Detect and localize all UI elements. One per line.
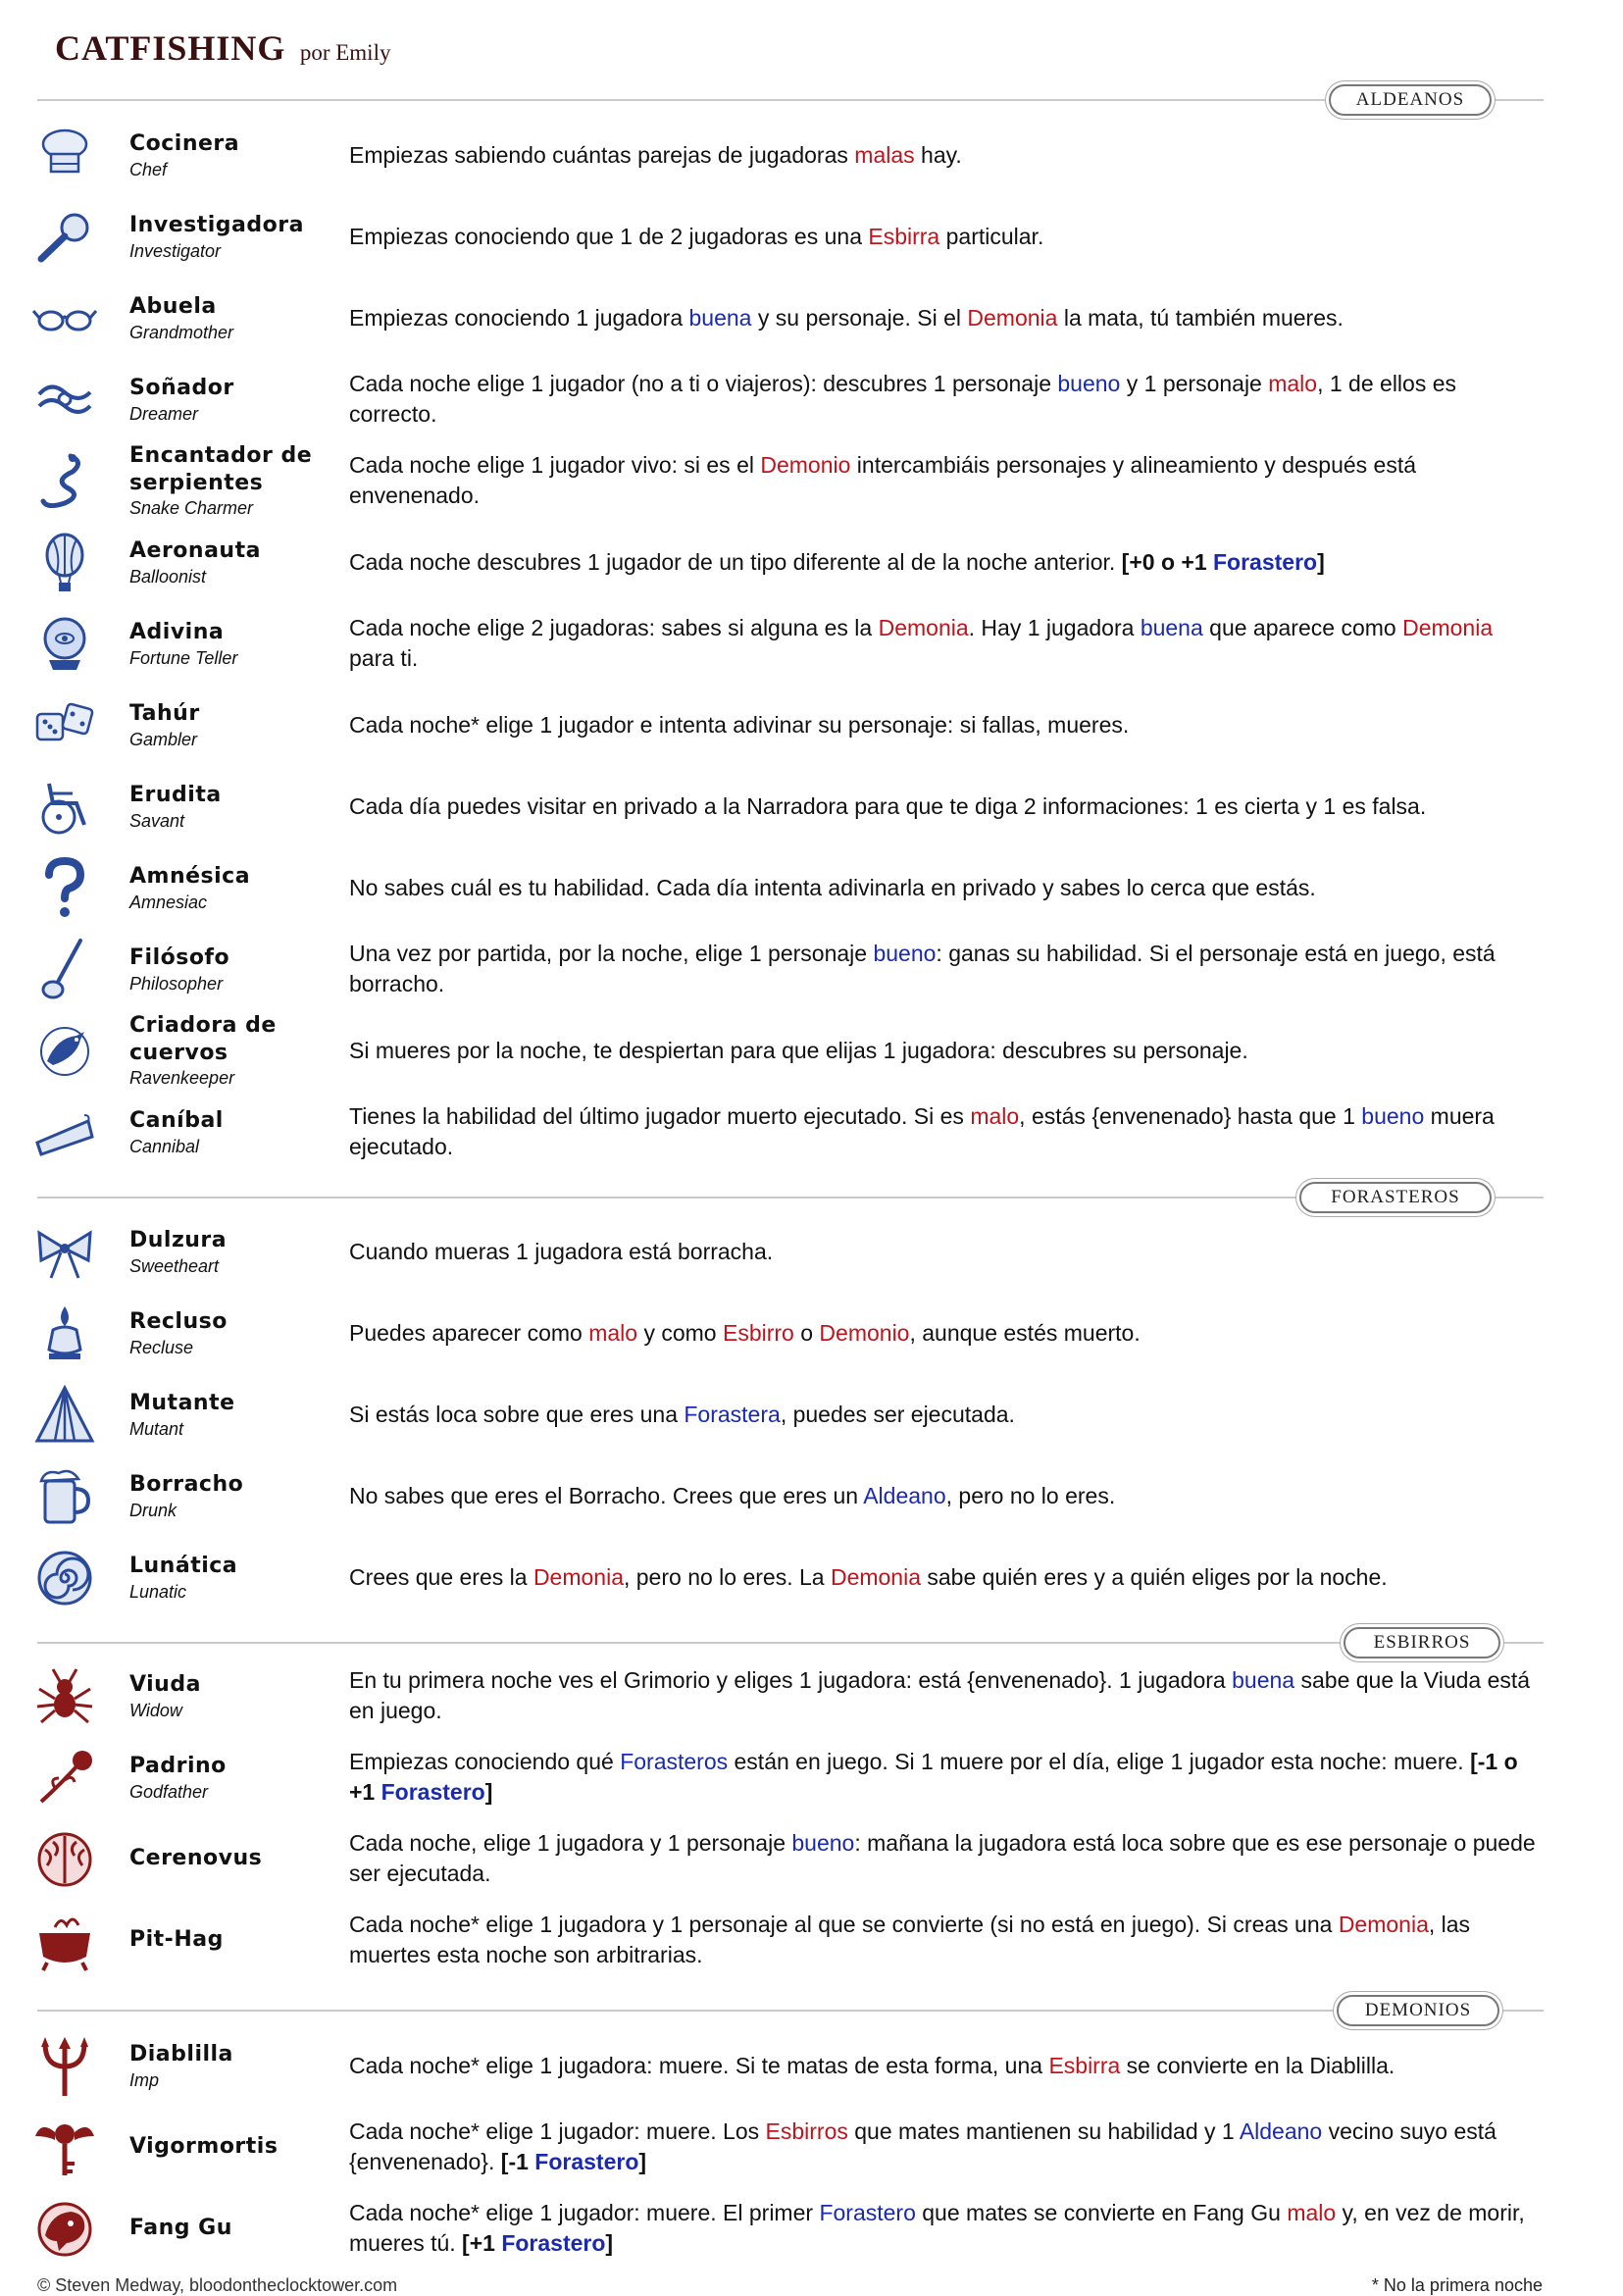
- role-ability: [349, 1374, 1541, 1454]
- ability-text: se convierte en la Diablilla.: [1120, 2052, 1395, 2078]
- ability-text: o: [793, 1319, 820, 1346]
- ability-text: Cuando mueras 1 jugadora está borracha.: [349, 1238, 774, 1264]
- beer-mug-icon: [31, 1463, 98, 1530]
- ability-text: y como: [637, 1319, 723, 1346]
- role-name: Tahúr: [129, 701, 200, 726]
- ability-text: Tienes la habilidad del último jugador muerto ejecutado. Si es: [349, 1103, 971, 1129]
- ability-text: Aldeano: [1239, 2118, 1323, 2144]
- tent-icon: [31, 1382, 98, 1449]
- script-author: por Emily: [299, 40, 391, 65]
- role-ability: [349, 1092, 1541, 1172]
- ability-text: buena: [1140, 615, 1203, 640]
- role-ability: [349, 766, 1541, 846]
- ability-text: Cada noche* elige 1 jugador: muere. El primer: [349, 2200, 820, 2225]
- ability-text: Puedes aparecer como: [349, 1319, 589, 1346]
- role-row: [0, 1737, 1623, 1817]
- dice-icon: [31, 692, 98, 759]
- role-subtitle: Savant: [129, 811, 185, 831]
- role-row: [0, 278, 1623, 358]
- role-subtitle: Chef: [129, 160, 168, 179]
- role-names: [129, 1537, 335, 1617]
- oil-lamp-icon: [31, 1301, 98, 1367]
- role-row: [0, 440, 1623, 521]
- crystal-ball-icon: [31, 611, 98, 678]
- ability-text: Demonia: [878, 615, 969, 640]
- role-subtitle: Grandmother: [129, 323, 234, 342]
- role-row: [0, 2188, 1623, 2269]
- role-row: [0, 603, 1623, 684]
- role-row: [0, 1656, 1623, 1736]
- role-row: [0, 685, 1623, 765]
- ability-text: y 1 personaje: [1120, 371, 1269, 396]
- ability-text: Esbirros: [765, 2118, 848, 2144]
- ability-text: Empiezas sabiendo cuántas parejas de jugadoras: [349, 141, 855, 168]
- ability-text: Cada noche, elige 1 jugadora y 1 personaje: [349, 1830, 792, 1856]
- ability-text: [-1 o +1: [349, 1749, 1518, 1805]
- role-ability: [349, 847, 1541, 928]
- ability-text: , 1 de ellos es correcto.: [349, 371, 1457, 427]
- ability-text: sabe que la Viuda está en juego.: [349, 1667, 1531, 1723]
- role-names: [129, 1374, 335, 1454]
- ability-text: Forasteros: [620, 1749, 729, 1774]
- role-names: [129, 1010, 335, 1091]
- bow-icon: [31, 1219, 98, 1286]
- role-row: [0, 1374, 1623, 1454]
- role-ability: [349, 2188, 1541, 2269]
- ability-text: Forastero: [534, 2149, 639, 2174]
- ability-text: Empiezas conociendo 1 jugadora: [349, 304, 689, 331]
- ability-text: Demonio: [760, 452, 851, 478]
- role-names: [129, 2188, 335, 2269]
- cauldron-icon: [31, 1908, 98, 1974]
- winged-key-icon: [31, 2115, 98, 2181]
- role-name: Caníbal: [129, 1108, 224, 1133]
- ability-text: [+0 o +1: [1121, 548, 1213, 575]
- role-ability: [349, 1900, 1541, 1980]
- section-label-townsfolk: ALDEANOS: [1329, 84, 1492, 116]
- role-row: [0, 196, 1623, 277]
- divider-townsfolk: [37, 99, 1544, 101]
- ability-text: particular.: [939, 223, 1044, 249]
- role-names: [129, 1455, 335, 1536]
- role-name: Filósofo: [129, 945, 230, 970]
- magnifier-icon: [31, 204, 98, 271]
- role-row: [0, 359, 1623, 439]
- ability-text: hay.: [914, 141, 962, 168]
- ability-text: malo: [588, 1319, 638, 1346]
- ability-text: Demonio: [819, 1319, 910, 1346]
- spiral-icon: [31, 1545, 98, 1611]
- ability-text: Empiezas conociendo que 1 de 2 jugadoras es una: [349, 223, 869, 249]
- role-ability: [349, 2025, 1541, 2106]
- ability-text: Demonia: [533, 1563, 624, 1590]
- ability-text: buena: [688, 304, 752, 331]
- ability-text: Cada noche elige 1 jugador vivo: si es el: [349, 452, 761, 478]
- role-ability: [349, 1010, 1541, 1091]
- snake-icon: [31, 448, 98, 515]
- ability-text: , pero no lo eres.: [945, 1482, 1116, 1508]
- ability-text: muera ejecutado.: [349, 1103, 1495, 1159]
- ability-text: la mata, tú también mueres.: [1057, 304, 1344, 331]
- role-names: [129, 1656, 335, 1736]
- ability-text: ]: [1317, 548, 1325, 575]
- role-name: Erudita: [129, 783, 222, 807]
- role-name: Investigadora: [129, 213, 304, 237]
- ability-text: Si mueres por la noche, te despiertan para que elijas 1 jugadora: descubres su personaje.: [349, 1037, 1248, 1063]
- balloon-icon: [31, 530, 98, 596]
- spider-icon: [31, 1663, 98, 1730]
- ability-text: y su personaje. Si el: [751, 304, 968, 331]
- ability-text: Forastero: [1213, 548, 1318, 575]
- role-row: [0, 1455, 1623, 1536]
- ability-text: Forastera: [684, 1401, 781, 1427]
- role-names: [129, 1737, 335, 1817]
- role-subtitle: Drunk: [129, 1501, 178, 1520]
- ability-text: Esbirro: [722, 1319, 794, 1346]
- role-ability: [349, 1537, 1541, 1617]
- ability-text: Cada noche* elige 1 jugadora y 1 personaje al que se convierte (si no está en juego). Si creas una: [349, 1912, 1339, 1937]
- ability-text: Cada noche descubres 1 jugador de un tipo diferente al de la noche anterior.: [349, 548, 1122, 575]
- ability-text: Cada noche* elige 1 jugadora: muere. Si te matas de esta forma, una: [349, 2052, 1049, 2078]
- ability-text: No sabes cuál es tu habilidad. Cada día intenta adivinarla en privado y sabes lo cerca que estás.: [349, 874, 1316, 900]
- role-ability: [349, 929, 1541, 1009]
- wheelchair-icon: [31, 774, 98, 841]
- role-row: [0, 1211, 1623, 1292]
- role-ability: [349, 440, 1541, 521]
- role-ability: [349, 1818, 1541, 1899]
- role-subtitle: Lunatic: [129, 1582, 187, 1602]
- role-names: [129, 115, 335, 195]
- role-names: [129, 196, 335, 277]
- role-name: Adivina: [129, 620, 225, 644]
- role-ability: [349, 1293, 1541, 1373]
- role-row: [0, 2107, 1623, 2187]
- role-names: [129, 440, 335, 521]
- ability-text: , estás {envenenado} hasta que 1: [1019, 1103, 1362, 1129]
- role-name: Aeronauta: [129, 538, 261, 563]
- dragon-head-icon: [31, 2196, 98, 2263]
- divider-minions: [37, 1642, 1544, 1644]
- role-names: [129, 603, 335, 684]
- section-label-outsiders: FORASTEROS: [1299, 1182, 1492, 1213]
- role-names: [129, 278, 335, 358]
- role-ability: [349, 2107, 1541, 2187]
- role-names: [129, 522, 335, 602]
- role-row: [0, 522, 1623, 602]
- ability-text: Forastero: [380, 1779, 485, 1805]
- ability-text: [-1: [500, 2149, 535, 2174]
- role-name: Cerenovus: [129, 1846, 263, 1870]
- ability-text: bueno: [1361, 1103, 1425, 1129]
- role-subtitle: Mutant: [129, 1419, 184, 1439]
- ability-text: malo: [970, 1103, 1020, 1129]
- role-row: [0, 847, 1623, 928]
- role-subtitle: Snake Charmer: [129, 498, 254, 518]
- ability-text: malas: [854, 141, 915, 168]
- role-names: [129, 1211, 335, 1292]
- ability-text: Crees que eres la: [349, 1563, 533, 1590]
- ability-text: ]: [638, 2149, 647, 2174]
- role-subtitle: Widow: [129, 1701, 182, 1720]
- role-name: Criadora de cuervos: [129, 1013, 277, 1065]
- ability-text: malo: [1287, 2200, 1337, 2225]
- role-row: [0, 1537, 1623, 1617]
- ability-text: Cada día puedes visitar en privado a la Narradora para que te diga 2 informaciones: 1 es cierta y 1 es falsa.: [349, 792, 1427, 819]
- role-row: [0, 1010, 1623, 1091]
- role-name: Recluso: [129, 1309, 228, 1334]
- role-row: [0, 929, 1623, 1009]
- role-name: Encantador de serpientes: [129, 443, 313, 495]
- role-subtitle: Dreamer: [129, 404, 199, 424]
- role-subtitle: Ravenkeeper: [129, 1068, 235, 1088]
- role-names: [129, 1092, 335, 1172]
- ability-text: Demonia: [1338, 1912, 1429, 1937]
- ability-text: Cada noche elige 1 jugador (no a ti o viajeros): descubres 1 personaje: [349, 371, 1058, 396]
- page-header: [55, 27, 390, 77]
- role-ability: [349, 196, 1541, 277]
- ability-text: , aunque estés muerto.: [909, 1319, 1141, 1346]
- ability-text: Demonia: [967, 304, 1058, 331]
- role-names: [129, 1818, 335, 1899]
- ability-text: Una vez por partida, por la noche, elige 1 personaje: [349, 941, 874, 966]
- ability-text: ]: [484, 1779, 493, 1805]
- divider-demons: [37, 2010, 1544, 2012]
- role-names: [129, 1293, 335, 1373]
- role-name: Lunática: [129, 1554, 238, 1578]
- ability-text: Si estás loca sobre que eres una: [349, 1401, 685, 1427]
- ability-text: Esbirra: [868, 223, 940, 249]
- role-subtitle: Amnesiac: [129, 893, 208, 912]
- section-label-demons: DEMONIOS: [1337, 1995, 1499, 2026]
- role-subtitle: Recluse: [129, 1338, 194, 1357]
- ability-text: Forastero: [819, 2200, 916, 2225]
- ability-text: vecino suyo está {envenenado}.: [349, 2118, 1496, 2174]
- raven-icon: [31, 1018, 98, 1085]
- ability-text: : ganas su habilidad. Si el personaje está en juego, está borracho.: [349, 941, 1496, 996]
- dream-swirl-icon: [31, 367, 98, 434]
- role-subtitle: Godfather: [129, 1782, 209, 1802]
- role-name: Soñador: [129, 376, 234, 400]
- ability-text: malo: [1268, 371, 1318, 396]
- role-names: [129, 685, 335, 765]
- ability-text: buena: [1232, 1667, 1295, 1693]
- role-names: [129, 2025, 335, 2106]
- ability-text: y, en vez de morir, mueres tú.: [349, 2200, 1525, 2256]
- role-subtitle: Imp: [129, 2070, 160, 2090]
- role-ability: [349, 603, 1541, 684]
- role-ability: [349, 685, 1541, 765]
- role-row: [0, 1092, 1623, 1172]
- ability-text: Demonia: [830, 1563, 921, 1590]
- role-name: Mutante: [129, 1391, 235, 1415]
- glasses-icon: [31, 285, 98, 352]
- role-subtitle: Balloonist: [129, 567, 207, 587]
- pie-icon: [31, 1099, 98, 1166]
- question-mark-icon: [31, 855, 98, 922]
- role-names: [129, 766, 335, 846]
- role-name: Vigormortis: [129, 2134, 279, 2159]
- ability-text: están en juego. Si 1 muere por el día, elige 1 jugador esta noche: muere.: [728, 1749, 1471, 1774]
- ability-text: bueno: [873, 941, 937, 966]
- role-name: Amnésica: [129, 864, 251, 889]
- role-row: [0, 1293, 1623, 1373]
- pipe-icon: [31, 937, 98, 1003]
- ability-text: No sabes que eres el Borracho. Crees que eres un: [349, 1482, 864, 1508]
- ability-text: bueno: [1057, 371, 1121, 396]
- ability-text: Forastero: [501, 2230, 606, 2256]
- role-name: Abuela: [129, 294, 217, 319]
- role-ability: [349, 1455, 1541, 1536]
- ability-text: , las muertes esta noche son arbitrarias.: [349, 1912, 1471, 1967]
- ability-text: , puedes ser ejecutada.: [780, 1401, 1015, 1427]
- role-names: [129, 847, 335, 928]
- role-name: Padrino: [129, 1754, 227, 1778]
- ability-text: En tu primera noche ves el Grimorio y eliges 1 jugadora: está {envenenado}. 1 jugadora: [349, 1667, 1233, 1693]
- ability-text: . Hay 1 jugadora: [968, 615, 1141, 640]
- role-row: [0, 2025, 1623, 2106]
- ability-text: que mates se convierte en Fang Gu: [915, 2200, 1288, 2225]
- role-subtitle: Gambler: [129, 730, 198, 749]
- role-ability: [349, 522, 1541, 602]
- role-name: Borracho: [129, 1472, 244, 1497]
- role-row: [0, 766, 1623, 846]
- role-ability: [349, 1211, 1541, 1292]
- trident-icon: [31, 2033, 98, 2100]
- ability-text: sabe quién eres y a quién eliges por la noche.: [921, 1563, 1388, 1590]
- role-name: Fang Gu: [129, 2216, 232, 2240]
- rose-icon: [31, 1745, 98, 1811]
- ability-text: Demonia: [1402, 615, 1494, 640]
- ability-text: Esbirra: [1048, 2052, 1121, 2078]
- ability-text: para ti.: [349, 645, 419, 671]
- role-name: Pit-Hag: [129, 1927, 224, 1952]
- ability-text: Cada noche* elige 1 jugador e intenta adivinar su personaje: si fallas, mueres.: [349, 711, 1130, 738]
- role-ability: [349, 1656, 1541, 1736]
- ability-text: Cada noche* elige 1 jugador: muere. Los: [349, 2118, 766, 2144]
- role-ability: [349, 278, 1541, 358]
- role-ability: [349, 1737, 1541, 1817]
- role-row: [0, 1818, 1623, 1899]
- role-subtitle: Sweetheart: [129, 1256, 220, 1276]
- role-subtitle: Fortune Teller: [129, 648, 238, 668]
- ability-text: [+1: [462, 2230, 502, 2256]
- role-names: [129, 359, 335, 439]
- role-ability: [349, 359, 1541, 439]
- ability-text: : mañana la jugadora está loca sobre que es ese personaje o puede ser ejecutada.: [349, 1830, 1536, 1886]
- role-ability: [349, 115, 1541, 195]
- role-subtitle: Cannibal: [129, 1137, 200, 1156]
- ability-text: , pero no lo eres. La: [623, 1563, 831, 1590]
- ability-text: que aparece como: [1202, 615, 1403, 640]
- section-label-minions: ESBIRROS: [1344, 1627, 1500, 1658]
- ability-text: intercambiáis personajes y alineamiento y después está envenenado.: [349, 452, 1417, 508]
- role-subtitle: Philosopher: [129, 974, 224, 994]
- role-name: Diablilla: [129, 2042, 233, 2066]
- footnote: * No la primera noche: [1371, 2275, 1543, 2295]
- copyright: © Steven Medway, bloodontheclocktower.com: [37, 2275, 398, 2295]
- ability-text: Cada noche elige 2 jugadoras: sabes si alguna es la: [349, 615, 879, 640]
- role-names: [129, 929, 335, 1009]
- role-row: [0, 1900, 1623, 1980]
- role-name: Viuda: [129, 1672, 201, 1697]
- role-name: Dulzura: [129, 1228, 228, 1252]
- ability-text: ]: [605, 2230, 614, 2256]
- ability-text: Empiezas conociendo qué: [349, 1749, 621, 1774]
- ability-text: que mates mantienen su habilidad y 1: [847, 2118, 1240, 2144]
- brain-icon: [31, 1826, 98, 1893]
- chef-hat-icon: [31, 123, 98, 189]
- script-title: CATFISHING: [55, 28, 286, 68]
- role-names: [129, 1900, 335, 1980]
- role-subtitle: Investigator: [129, 241, 222, 261]
- role-row: [0, 115, 1623, 195]
- ability-text: bueno: [791, 1830, 855, 1856]
- role-name: Cocinera: [129, 131, 240, 156]
- role-names: [129, 2107, 335, 2187]
- ability-text: Aldeano: [863, 1482, 946, 1508]
